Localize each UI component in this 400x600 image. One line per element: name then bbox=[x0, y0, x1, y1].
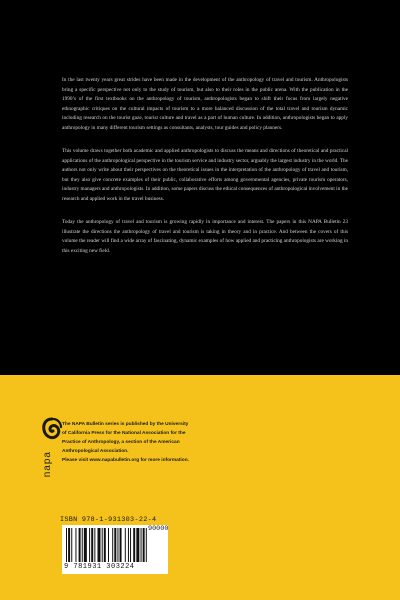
publisher-line-5: Please visit www.napabulletin.org for more information. bbox=[62, 458, 189, 463]
barcode-bar bbox=[66, 528, 67, 562]
barcode-bar bbox=[102, 528, 103, 562]
barcode-bar bbox=[120, 528, 122, 562]
barcode-bar bbox=[82, 528, 83, 562]
spiral-icon bbox=[40, 415, 64, 445]
barcode-bar bbox=[79, 528, 81, 562]
paragraph-2: This volume draws together both academic and applied anthropologists to discuss the means and directions of theoretical and practical applications of the anthropological perspective in the tourism service and industry sector, arguably the largest industry in the world. The authors not only write about their perspectives on the theoretical issues in the interpretation of the anthropology of travel and tourism, but they also give concrete examples of their public, collaborative efforts among governmental agencies, private tourism operators, industry managers and anthropologists. In addition, some papers discuss the ethical consequences of anthropological involvement in the research and applied work in the travel business. bbox=[62, 148, 348, 202]
barcode-bar bbox=[68, 528, 70, 562]
barcode-bar bbox=[89, 528, 90, 562]
barcode-area bbox=[60, 516, 170, 574]
barcode-bar bbox=[143, 528, 145, 562]
barcode-bar bbox=[112, 528, 113, 562]
barcode-bar bbox=[128, 528, 129, 562]
barcode-bar bbox=[141, 528, 142, 562]
barcode-bar bbox=[98, 528, 101, 562]
paragraph-1: In the last twenty years great strides have been made in the development of the anthropology of travel and tourism. Anthropologists bring a specific perspective not only to the study of tourism, but also to their roles in the public arena. With the publication in the 1990’s of the first textbooks on the anthropology of tourism, anthropologists began to shift their focus from largely negative ethnographic critiques on the cultural impacts of tourism to a more balanced discussion of the total travel and tourism dynamic including research on the tourist gaze, tourist culture and travel as a part of human culture. In addition, anthropologists began to apply anthropology in many different tourism settings as consultants, analysts, tour guides and policy planners. bbox=[62, 77, 348, 131]
barcode-bar bbox=[94, 528, 95, 562]
publisher-line-1: The NAPA Bulletin series is published by the University bbox=[62, 422, 189, 427]
publisher-line-4: Anthropological Association. bbox=[62, 449, 129, 454]
publisher-line-3: Practice of Anthropology, a section of the American bbox=[62, 440, 180, 445]
isbn-label: ISBN 978-1-931303-22-4 bbox=[60, 516, 157, 524]
napa-logo-text: napa bbox=[42, 451, 53, 478]
barcode-bar bbox=[136, 528, 139, 562]
barcode-digits: 9 781931 303224 bbox=[64, 563, 135, 571]
barcode-bar bbox=[108, 528, 109, 562]
barcode-bar bbox=[104, 528, 106, 562]
publisher-info bbox=[62, 420, 292, 465]
barcode-bar bbox=[84, 528, 87, 562]
barcode-bar bbox=[75, 528, 76, 562]
barcode-bars bbox=[66, 528, 164, 563]
paragraph-3: Today the anthropology of travel and tourism is growing rapidly in importance and interest. The papers in this NAPA Bulletin 23 illustrate the directions the anthropology of travel and tourism is taking in theory and in practice. And between the covers of this volume the reader will find a wide array of fascinating, dynamic examples of how applied and practicing anthropologists are working in this exciting new field. bbox=[62, 219, 348, 254]
barcode-bar bbox=[133, 528, 135, 562]
barcode-bar bbox=[91, 528, 93, 562]
description-text bbox=[62, 76, 348, 270]
barcode-bar bbox=[146, 528, 147, 562]
publisher-line-2: of California Press for the National Association for the bbox=[62, 431, 186, 436]
barcode-bar bbox=[117, 528, 118, 562]
barcode-bar bbox=[71, 528, 72, 562]
barcode-bar bbox=[114, 528, 116, 562]
barcode-bar bbox=[125, 528, 126, 562]
price-code: 90000 bbox=[148, 525, 169, 533]
barcode-bar bbox=[130, 528, 131, 562]
